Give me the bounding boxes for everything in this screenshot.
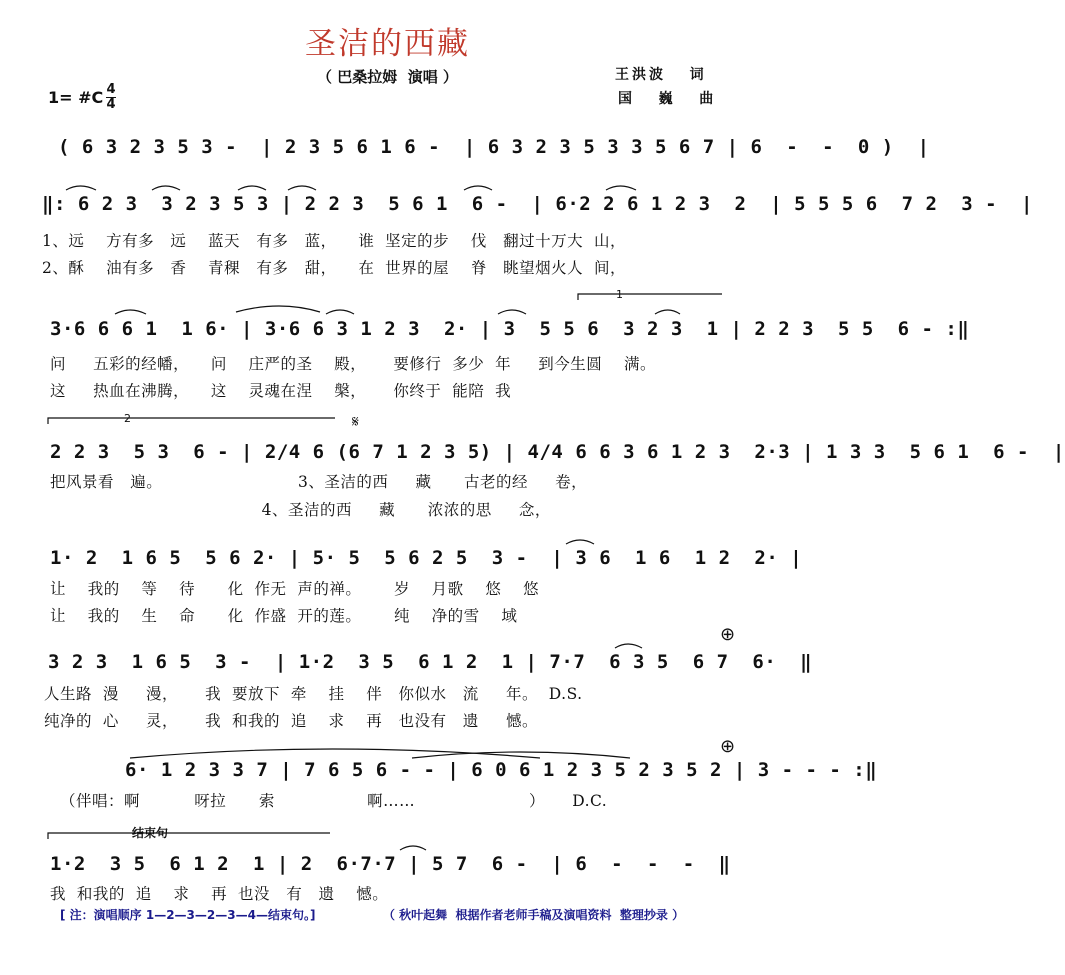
- lyric-line-4a: 把风景看 遍。 3、圣洁的西 藏 古老的经 卷，: [50, 473, 588, 491]
- performance-order-note: [ 注：演唱顺序 1—2—3—2—3—4—结束句。]: [60, 908, 316, 922]
- slur: [566, 540, 594, 544]
- coda-sign-2: ⊕: [720, 736, 736, 757]
- time-bottom: 4: [106, 97, 116, 112]
- lyric-line-7: （伴唱：啊 呀拉 索 啊…… ） D.C.: [60, 792, 608, 810]
- slur: [130, 749, 540, 758]
- slur: [326, 310, 354, 314]
- score-line-4: 2 2 3 5 3 6 - | 2/4 6 (6 7 1 2 3 5) | 4/4 6 6 3 6 1 2 3 2·3 | 1 3 3 5 6 1 6 - |: [50, 441, 1065, 463]
- time-top: 4: [106, 82, 116, 97]
- key-signature: 1= #C: [48, 88, 104, 107]
- slur: [288, 186, 316, 190]
- volta-1-label: 1: [616, 288, 623, 301]
- slur: [464, 186, 492, 190]
- volta-2-bracket: [48, 418, 335, 424]
- score-line-6: 3 2 3 1 6 5 3 - | 1·2 3 5 6 1 2 1 | 7·7 6 3 5 6 7 6· ‖: [48, 651, 813, 673]
- lyricist-credit: 王洪波 词: [615, 67, 707, 83]
- lyric-line-4b: 4、圣洁的西 藏 浓浓的思 念，: [50, 501, 551, 519]
- segno-sign: 𝄋: [352, 412, 359, 431]
- volta-2-label: 2: [124, 412, 131, 425]
- slur: [655, 310, 680, 314]
- composer-credit: 国 巍 曲: [618, 91, 717, 107]
- ending-label: 结束句: [132, 826, 169, 840]
- slur: [152, 186, 180, 190]
- lyric-line-6b: 纯净的 心 灵， 我 和我的 追 求 再 也没有 遗 憾。: [44, 712, 538, 730]
- slur: [66, 186, 96, 190]
- singer-credit: （ 巴桑拉姆 演唱 ）: [317, 68, 458, 86]
- ending-bracket: [48, 833, 330, 839]
- score-line-1: ( 6 3 2 3 5 3 - | 2 3 5 6 1 6 - | 6 3 2 3 5 3 3 5 6 7 | 6 - - 0 ) |: [58, 136, 930, 158]
- score-line-2: ‖: 6 2 3 3 2 3 5 3 | 2 2 3 5 6 1 6 - | 6·2 2 6 1 2 3 2 | 5 5 5 6 7 2 3 - |: [42, 193, 1033, 215]
- score-line-8: 1·2 3 5 6 1 2 1 | 2 6·7·7 | 5 7 6 - | 6 - - - ‖: [50, 853, 731, 875]
- slur: [236, 306, 320, 312]
- lyric-line-5b: 让 我的 生 命 化 作盛 开的莲。 纯 净的雪 域: [50, 607, 518, 625]
- lyric-line-5a: 让 我的 等 待 化 作无 声的禅。 岁 月歌 悠 悠: [50, 580, 540, 598]
- volta-1-bracket: [578, 294, 722, 300]
- lyric-line-3a: 问 五彩的经幡， 问 庄严的圣 殿， 要修行 多少 年 到今生圆 满。: [50, 355, 656, 373]
- slur: [615, 644, 642, 648]
- lyric-line-2a: 1、远 方有多 远 蓝天 有多 蓝， 谁 坚定的步 伐 翻过十万大 山，: [42, 232, 627, 250]
- slur: [412, 752, 630, 758]
- slur: [115, 310, 146, 314]
- lyric-line-8: 我 和我的 追 求 再 也没 有 遗 憾。: [50, 885, 389, 903]
- score-line-5: 1· 2 1 6 5 5 6 2· | 5· 5 5 6 2 5 3 - | 3 6 1 6 1 2 2· |: [50, 547, 803, 569]
- lyric-line-3b: 这 热血在沸腾， 这 灵魂在涅 槃， 你终于 能陪 我: [50, 382, 512, 400]
- score-line-3: 3·6 6 6 1 1 6· | 3·6 6 3 1 2 3 2· | 3 5 5 6 3 2 3 1 | 2 2 3 5 5 6 - :‖: [50, 318, 970, 340]
- song-title: 圣洁的西藏: [305, 26, 470, 62]
- score-line-7: 6· 1 2 3 3 7 | 7 6 5 6 - - | 6 0 6 1 2 3 5 2 3 5 2 | 3 - - - :‖: [125, 759, 878, 781]
- slur: [238, 186, 266, 190]
- slur: [498, 310, 526, 314]
- coda-sign-1: ⊕: [720, 624, 736, 645]
- lyric-line-6a: 人生路 漫 漫， 我 要放下 牵 挂 伴 你似水 流 年。 D.S.: [44, 685, 583, 703]
- slur: [606, 186, 636, 190]
- transcription-source: （ 秋叶起舞 根据作者老师手稿及演唱资料 整理抄录 ）: [383, 908, 685, 922]
- slur: [400, 846, 426, 850]
- lyric-line-2b: 2、酥 油有多 香 青稞 有多 甜， 在 世界的屋 脊 眺望烟火人 间，: [42, 259, 627, 277]
